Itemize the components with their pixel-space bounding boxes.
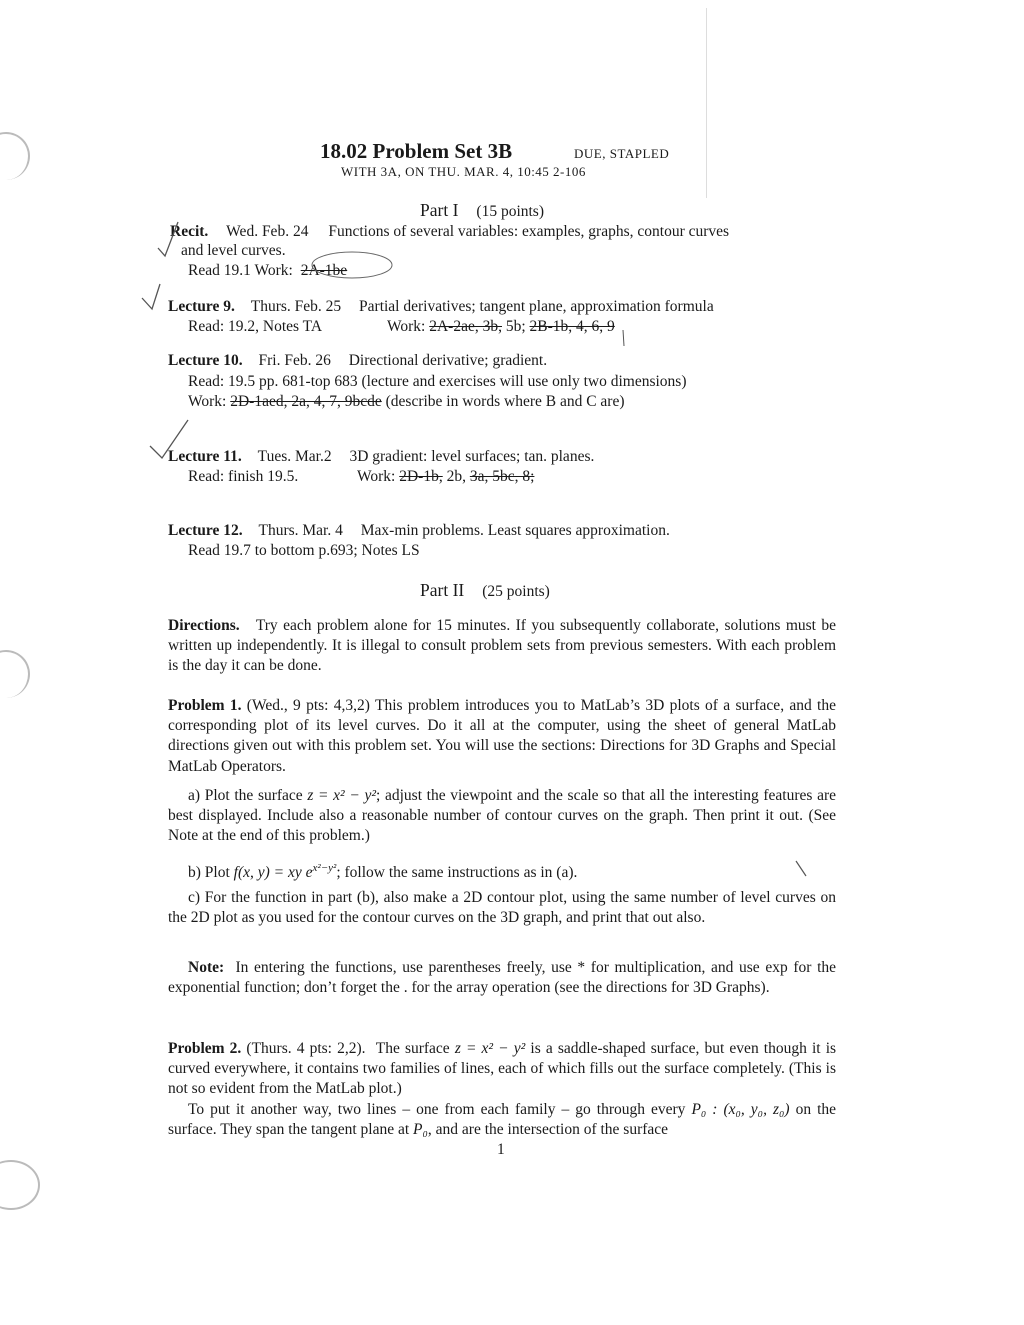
checkmark-lecture9 xyxy=(142,284,160,309)
part-b-pre: b) Plot xyxy=(188,864,230,882)
note-label: Note: xyxy=(188,959,225,976)
part2-heading: Part II xyxy=(420,580,465,600)
lecture9-work-label: Work: xyxy=(387,318,426,335)
lecture11-work-label: Work: xyxy=(357,468,396,485)
lecture12-row xyxy=(168,521,670,541)
lecture11-read: Read: finish 19.5. xyxy=(188,468,299,485)
lecture12-label: Lecture 12. xyxy=(168,522,243,539)
binder-hole-middle xyxy=(0,650,30,698)
page-number: 1 xyxy=(497,1141,505,1158)
recit-topic: Functions of several variables: examples, graphs, contour curves xyxy=(328,223,730,240)
problem1-intro: (Wed., 9 pts: 4,3,2) This problem introduces you to MatLab’s 3D plots of a surface, and the corresponding plot of its level curves. Do it all at the computer, using the sheet of general MatLab directions given out with this problem set. You will use the sections: Directions for 3D Graphs and Special MatLab Operators. xyxy=(168,697,836,775)
note-text: In entering the functions, use parentheses freely, use * for multiplication, and use exp for the exponential function; don’t forget the . for the array operation (see the directions for 3D Graphs). xyxy=(168,959,837,997)
directions-paragraph xyxy=(168,616,836,677)
lecture10-topic: Directional derivative; gradient. xyxy=(348,352,548,369)
problem2-p2-end: , and are the intersection of the surface xyxy=(427,1120,669,1138)
part-b-exponent: x²−y² xyxy=(312,862,337,874)
problem2-p2-post: on the surface. They span the tangent plane at xyxy=(168,1100,837,1138)
part1-points: (15 points) xyxy=(476,203,544,220)
lecture11-topic: 3D gradient: level surfaces; tan. planes. xyxy=(349,448,595,465)
directions-label: Directions. xyxy=(168,617,240,634)
part2-heading-row xyxy=(420,580,550,602)
problem2-p2-pre: To put it another way, two lines – one from each family – go through every xyxy=(188,1100,686,1118)
problem1-part-c xyxy=(168,888,836,928)
recit-work-struck: 2A-1be xyxy=(300,262,348,279)
lecture11-row xyxy=(168,447,594,467)
problem2-pre: The surface xyxy=(375,1040,450,1057)
lecture10-work-label: Work: xyxy=(188,393,227,410)
lecture11-work-struck-1: 2D-1b, xyxy=(399,468,443,485)
lecture9-label: Lecture 9. xyxy=(168,298,235,315)
problem1-note xyxy=(168,958,836,998)
margin-line xyxy=(706,8,707,198)
problem2-paragraph xyxy=(168,1039,836,1140)
due-line-2: WITH 3A, ON THU. MAR. 4, 10:45 2-106 xyxy=(341,164,586,179)
recit-label: Recit. xyxy=(170,223,209,240)
problem2-label: Problem 2. xyxy=(168,1040,242,1057)
recit-read-row xyxy=(188,261,347,281)
lecture10-label: Lecture 10. xyxy=(168,352,243,369)
lecture9-topic: Partial derivatives; tangent plane, approximation formula xyxy=(359,298,714,315)
lecture9-row xyxy=(168,297,714,317)
problem2-math: z = x² − y² xyxy=(454,1040,526,1057)
part-b-post: ; follow the same instructions as in (a). xyxy=(336,864,578,882)
lecture9-work-plain: 5b; xyxy=(505,318,526,335)
problem1-label: Problem 1. xyxy=(168,697,242,714)
lecture9-work-struck-1: 2A-2ae, 3b, xyxy=(429,318,502,335)
recit-date: Wed. Feb. 24 xyxy=(226,223,309,240)
part-a-math: z = x² − y² xyxy=(307,787,377,804)
lecture12-topic: Max-min problems. Least squares approximation. xyxy=(360,522,670,539)
problem1-part-a xyxy=(168,786,836,847)
lecture12-read: Read 19.7 to bottom p.693; Notes LS xyxy=(188,542,420,559)
lecture10-work-plain: (describe in words where B and C are) xyxy=(385,393,625,410)
lecture9-work-struck-2: 2B-1b, 4, 6, 9 xyxy=(529,318,615,335)
lecture9-date: Thurs. Feb. 25 xyxy=(250,298,342,315)
lecture11-label: Lecture 11. xyxy=(168,448,242,465)
part2-points: (25 points) xyxy=(482,583,550,600)
binder-hole-bottom xyxy=(0,1160,40,1210)
problem2-p2-math2: P₀ xyxy=(413,1120,428,1138)
page-title: 18.02 Problem Set 3B xyxy=(320,139,513,163)
part-a-pre: a) Plot the surface xyxy=(188,787,303,804)
problem2-post: is a saddle-shaped surface, but even though it is curved everywhere, it contains two families of lines, each of which fills out the surface completely. (This is not so evident from the MatLab plot.) xyxy=(168,1040,837,1098)
part-b-math: f(x, y) = xy e xyxy=(233,864,313,882)
lecture10-row xyxy=(168,351,547,371)
lecture10-date: Fri. Feb. 26 xyxy=(258,352,331,369)
lecture9-work-row xyxy=(387,317,615,337)
part-a-post: ; adjust the viewpoint and the scale so that all the interesting features are best displayed. Include also a reasonable number of contour curves on the graph. Then print it out. (See Note at the end of this problem.) xyxy=(168,787,837,845)
due-line-1: DUE, STAPLED xyxy=(574,146,670,161)
part-c-text: c) For the function in part (b), also make a 2D contour plot, using the same number of level curves on the 2D plot as you used for the contour curves on the 3D graph, and print that out also. xyxy=(168,889,836,927)
part1-heading-row xyxy=(420,200,544,222)
problem1-part-b xyxy=(168,858,836,883)
lecture11-work-plain: 2b, xyxy=(446,468,466,485)
scribble-lecture9 xyxy=(623,330,624,346)
part1-heading: Part I xyxy=(420,200,459,220)
recit-topic-cont: and level curves. xyxy=(181,242,286,259)
lecture12-date: Thurs. Mar. 4 xyxy=(258,522,343,539)
lecture11-work-struck-2: 3a, 5bc, 8; xyxy=(469,468,535,485)
lecture10-work-row xyxy=(188,392,625,412)
recit-read-work: Read 19.1 Work: xyxy=(188,262,293,279)
lecture11-work-row xyxy=(357,467,534,487)
binder-hole-top xyxy=(0,132,30,180)
directions-text: Try each problem alone for 15 minutes. If you subsequently collaborate, solutions must be written up independently. It is illegal to consult problem sets from previous semesters. With each problem is the day it can be done. xyxy=(168,617,837,675)
lecture11-date: Tues. Mar.2 xyxy=(257,448,332,465)
problem1-paragraph xyxy=(168,696,836,777)
lecture10-read: Read: 19.5 pp. 681-top 683 (lecture and exercises will use only two dimensions) xyxy=(188,373,687,390)
recit-row xyxy=(170,222,729,242)
problem2-pts: (Thurs. 4 pts: 2,2). xyxy=(246,1040,366,1057)
problem2-p2-math: P₀ : (x₀, y₀, z₀) xyxy=(691,1100,790,1118)
lecture9-read: Read: 19.2, Notes TA xyxy=(188,318,323,335)
lecture10-work-struck: 2D-1aed, 2a, 4, 7, 9bcde xyxy=(230,393,382,410)
